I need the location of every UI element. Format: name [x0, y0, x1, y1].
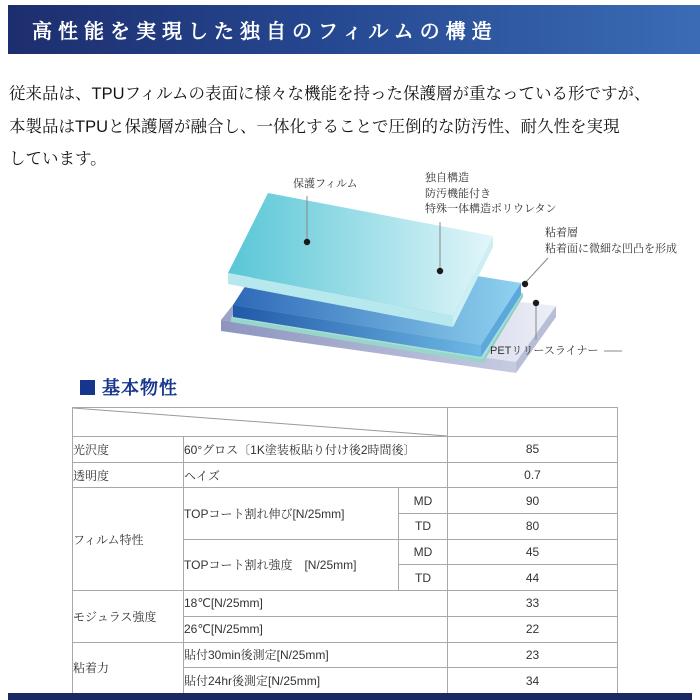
intro-line-3: しています。	[9, 150, 107, 168]
table-row	[73, 437, 618, 463]
banner-title: 高性能を実現した独自のフィルムの構造	[32, 21, 498, 43]
intro-paragraph	[9, 78, 697, 176]
value-cell: 45	[448, 539, 618, 565]
test-cell: 貼付24hr後測定[N/25mm]	[184, 668, 448, 694]
basic-properties-table	[72, 407, 618, 694]
value-cell: 0.7	[448, 462, 618, 488]
section-bullet-square-icon	[80, 380, 95, 395]
value-cell: 90	[448, 488, 618, 514]
section-title: 基本物性	[102, 378, 178, 398]
table-row	[73, 488, 618, 514]
value-cell: 23	[448, 642, 618, 668]
value-cell: 34	[448, 668, 618, 694]
section-banner	[8, 5, 700, 54]
test-cell: TOPコート割れ伸び[N/25mm]	[184, 488, 399, 539]
label-adhesive-line2: 粘着面に微細な凹凸を形成	[545, 242, 677, 255]
test-cell: 26℃[N/25mm]	[184, 616, 448, 642]
value-cell: 33	[448, 591, 618, 617]
next-section-banner-edge	[8, 693, 692, 700]
category-cell: 透明度	[73, 462, 184, 488]
test-cell: 18℃[N/25mm]	[184, 591, 448, 617]
test-cell: 60°グロス〔1K塗装板貼り付け後2時間後〕	[184, 437, 448, 463]
category-cell: モジュラス強度	[73, 591, 184, 642]
leader-dot	[437, 268, 443, 274]
label-unique-structure-line2: 防汚機能付き	[425, 187, 491, 200]
value-cell: 22	[448, 616, 618, 642]
intro-line-1: 従来品は、TPUフィルムの表面に様々な機能を持った保護層が重なっている形ですが、	[9, 85, 651, 103]
table-row	[73, 642, 618, 668]
value-cell: 85	[448, 437, 618, 463]
intro-line-2: 本製品はTPUと保護層が融合し、一体化することで圧倒的な防汚性、耐久性を実現	[9, 117, 620, 136]
direction-cell: MD	[399, 488, 448, 514]
test-cell: TOPコート割れ強度 [N/25mm]	[184, 539, 399, 590]
category-cell: フィルム特性	[73, 488, 184, 591]
label-protective-film: 保護フィルム	[293, 178, 358, 190]
table-row	[73, 462, 618, 488]
direction-cell: MD	[399, 539, 448, 565]
label-adhesive	[545, 226, 677, 257]
direction-cell: TD	[399, 514, 448, 540]
label-adhesive-line1: 粘着層	[545, 227, 578, 239]
label-unique-structure-line3: 特殊一体構造ポリウレタン	[425, 203, 557, 215]
table-header-row	[73, 408, 618, 437]
direction-cell: TD	[399, 565, 448, 591]
value-cell: 44	[448, 565, 618, 591]
test-cell: 貼付30min後測定[N/25mm]	[184, 642, 448, 668]
category-cell: 粘着力	[73, 642, 184, 693]
test-cell: ヘイズ	[184, 462, 448, 488]
leader-dot	[522, 281, 528, 287]
label-pet-release-liner: PETリリースライナー	[490, 345, 599, 357]
section-heading	[80, 374, 178, 400]
label-unique-structure	[425, 171, 557, 218]
diagonal-header-cell	[73, 408, 448, 437]
label-unique-structure-line1: 独自構造	[425, 172, 469, 184]
diagonal-line	[73, 408, 447, 436]
product-column-header: ECHELON Headlight PPF	[448, 408, 618, 437]
category-cell: 光沢度	[73, 437, 184, 463]
value-cell: 80	[448, 514, 618, 540]
leader-dot	[533, 300, 539, 306]
leader-dot	[304, 239, 310, 245]
table-row	[73, 591, 618, 617]
